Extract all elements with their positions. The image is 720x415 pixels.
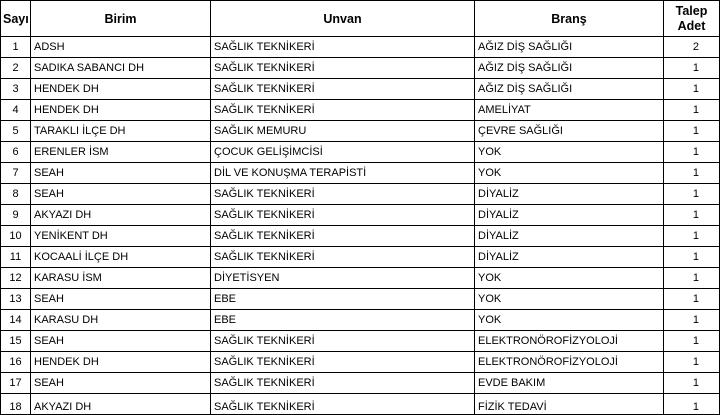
cell-adet[interactable]: 1 (664, 121, 720, 142)
cell-adet[interactable]: 1 (664, 205, 720, 226)
header-brans[interactable]: Branş (475, 1, 664, 37)
cell-unvan[interactable]: SAĞLIK TEKNİKERİ (211, 394, 475, 415)
cell-sayi[interactable]: 1 (1, 37, 31, 58)
table-row (1, 352, 720, 373)
header-sayi[interactable]: Sayı (1, 1, 31, 37)
table-row (1, 121, 720, 142)
cell-birim[interactable]: YENİKENT DH (31, 226, 211, 247)
cell-adet[interactable]: 1 (664, 310, 720, 331)
header-talep-adet[interactable] (664, 1, 720, 37)
cell-birim[interactable]: SEAH (31, 163, 211, 184)
cell-unvan[interactable]: SAĞLIK TEKNİKERİ (211, 331, 475, 352)
cell-unvan[interactable]: SAĞLIK TEKNİKERİ (211, 205, 475, 226)
table-row (1, 289, 720, 310)
cell-sayi[interactable]: 14 (1, 310, 31, 331)
cell-brans[interactable]: DİYALİZ (475, 226, 664, 247)
cell-unvan[interactable]: EBE (211, 310, 475, 331)
table-row (1, 163, 720, 184)
cell-brans[interactable]: ELEKTRONÖROFİZYOLOJİ (475, 331, 664, 352)
table-row (1, 373, 720, 394)
cell-adet[interactable]: 1 (664, 184, 720, 205)
cell-adet[interactable]: 2 (664, 37, 720, 58)
cell-sayi[interactable]: 18 (1, 394, 31, 415)
cell-sayi[interactable]: 8 (1, 184, 31, 205)
cell-brans[interactable]: EVDE BAKIM (475, 373, 664, 394)
table-row (1, 79, 720, 100)
cell-brans[interactable]: YOK (475, 163, 664, 184)
table-row (1, 37, 720, 58)
cell-birim[interactable]: SEAH (31, 289, 211, 310)
cell-sayi[interactable]: 17 (1, 373, 31, 394)
cell-unvan[interactable]: SAĞLIK TEKNİKERİ (211, 373, 475, 394)
cell-brans[interactable]: ELEKTRONÖROFİZYOLOJİ (475, 352, 664, 373)
cell-brans[interactable]: AMELİYAT (475, 100, 664, 121)
table-row (1, 100, 720, 121)
cell-adet[interactable]: 1 (664, 247, 720, 268)
cell-unvan[interactable]: ÇOCUK GELİŞİMCİSİ (211, 142, 475, 163)
cell-adet[interactable]: 1 (664, 289, 720, 310)
cell-brans[interactable]: YOK (475, 142, 664, 163)
cell-brans[interactable]: DİYALİZ (475, 184, 664, 205)
table-row (1, 184, 720, 205)
cell-adet[interactable]: 1 (664, 79, 720, 100)
cell-adet[interactable]: 1 (664, 331, 720, 352)
header-adet-label: Adet (677, 18, 706, 33)
cell-unvan[interactable]: SAĞLIK TEKNİKERİ (211, 352, 475, 373)
cell-brans[interactable]: AĞIZ DİŞ SAĞLIĞI (475, 79, 664, 100)
cell-unvan[interactable]: SAĞLIK TEKNİKERİ (211, 58, 475, 79)
table-row (1, 394, 720, 415)
cell-unvan[interactable]: SAĞLIK TEKNİKERİ (211, 79, 475, 100)
cell-unvan[interactable]: DİL VE KONUŞMA TERAPİSTİ (211, 163, 475, 184)
cell-sayi[interactable]: 3 (1, 79, 31, 100)
cell-birim[interactable]: SEAH (31, 184, 211, 205)
cell-sayi[interactable]: 10 (1, 226, 31, 247)
cell-sayi[interactable]: 11 (1, 247, 31, 268)
header-unvan[interactable]: Unvan (211, 1, 475, 37)
cell-birim[interactable]: AKYAZI DH (31, 394, 211, 415)
cell-unvan[interactable]: SAĞLIK TEKNİKERİ (211, 247, 475, 268)
header-birim[interactable]: Birim (31, 1, 211, 37)
cell-adet[interactable]: 1 (664, 394, 720, 415)
cell-adet[interactable]: 1 (664, 142, 720, 163)
cell-adet[interactable]: 1 (664, 58, 720, 79)
cell-adet[interactable]: 1 (664, 268, 720, 289)
cell-brans[interactable]: ÇEVRE SAĞLIĞI (475, 121, 664, 142)
cell-birim[interactable]: HENDEK DH (31, 100, 211, 121)
table-row (1, 226, 720, 247)
cell-birim[interactable]: AKYAZI DH (31, 205, 211, 226)
table-row (1, 331, 720, 352)
cell-sayi[interactable]: 16 (1, 352, 31, 373)
cell-unvan[interactable]: DİYETİSYEN (211, 268, 475, 289)
cell-adet[interactable]: 1 (664, 373, 720, 394)
header-talep-label: Talep (675, 3, 708, 18)
cell-unvan[interactable]: SAĞLIK TEKNİKERİ (211, 100, 475, 121)
cell-brans[interactable]: AĞIZ DİŞ SAĞLIĞI (475, 37, 664, 58)
header-row (1, 1, 720, 37)
cell-birim[interactable]: ERENLER İSM (31, 142, 211, 163)
cell-unvan[interactable]: SAĞLIK TEKNİKERİ (211, 37, 475, 58)
table-row (1, 58, 720, 79)
cell-brans[interactable]: AĞIZ DİŞ SAĞLIĞI (475, 58, 664, 79)
cell-brans[interactable]: DİYALİZ (475, 205, 664, 226)
cell-birim[interactable]: ADSH (31, 37, 211, 58)
cell-sayi[interactable]: 12 (1, 268, 31, 289)
cell-birim[interactable]: SEAH (31, 373, 211, 394)
table-row (1, 268, 720, 289)
table-row (1, 247, 720, 268)
table-row (1, 205, 720, 226)
cell-adet[interactable]: 1 (664, 226, 720, 247)
cell-sayi[interactable]: 15 (1, 331, 31, 352)
cell-birim[interactable]: HENDEK DH (31, 352, 211, 373)
cell-sayi[interactable]: 13 (1, 289, 31, 310)
table-row (1, 310, 720, 331)
cell-sayi[interactable]: 9 (1, 205, 31, 226)
cell-brans[interactable]: DİYALİZ (475, 247, 664, 268)
cell-sayi[interactable]: 4 (1, 100, 31, 121)
cell-adet[interactable]: 1 (664, 100, 720, 121)
cell-birim[interactable]: SADIKA SABANCI DH (31, 58, 211, 79)
table-row (1, 142, 720, 163)
cell-sayi[interactable]: 6 (1, 142, 31, 163)
cell-birim[interactable]: KARASU DH (31, 310, 211, 331)
cell-birim[interactable]: SEAH (31, 331, 211, 352)
cell-sayi[interactable]: 2 (1, 58, 31, 79)
cell-birim[interactable]: HENDEK DH (31, 79, 211, 100)
cell-birim[interactable]: KARASU İSM (31, 268, 211, 289)
cell-unvan[interactable]: SAĞLIK TEKNİKERİ (211, 184, 475, 205)
cell-brans[interactable]: YOK (475, 268, 664, 289)
cell-unvan[interactable]: SAĞLIK TEKNİKERİ (211, 226, 475, 247)
cell-birim[interactable]: KOCAALİ İLÇE DH (31, 247, 211, 268)
table-body (1, 37, 720, 415)
cell-unvan[interactable]: EBE (211, 289, 475, 310)
cell-brans[interactable]: YOK (475, 289, 664, 310)
cell-unvan[interactable]: SAĞLIK MEMURU (211, 121, 475, 142)
cell-brans[interactable]: FİZİK TEDAVİ (475, 394, 664, 415)
cell-birim[interactable]: TARAKLI İLÇE DH (31, 121, 211, 142)
cell-sayi[interactable]: 5 (1, 121, 31, 142)
cell-sayi[interactable]: 7 (1, 163, 31, 184)
cell-adet[interactable]: 1 (664, 163, 720, 184)
cell-adet[interactable]: 1 (664, 352, 720, 373)
cell-brans[interactable]: YOK (475, 310, 664, 331)
